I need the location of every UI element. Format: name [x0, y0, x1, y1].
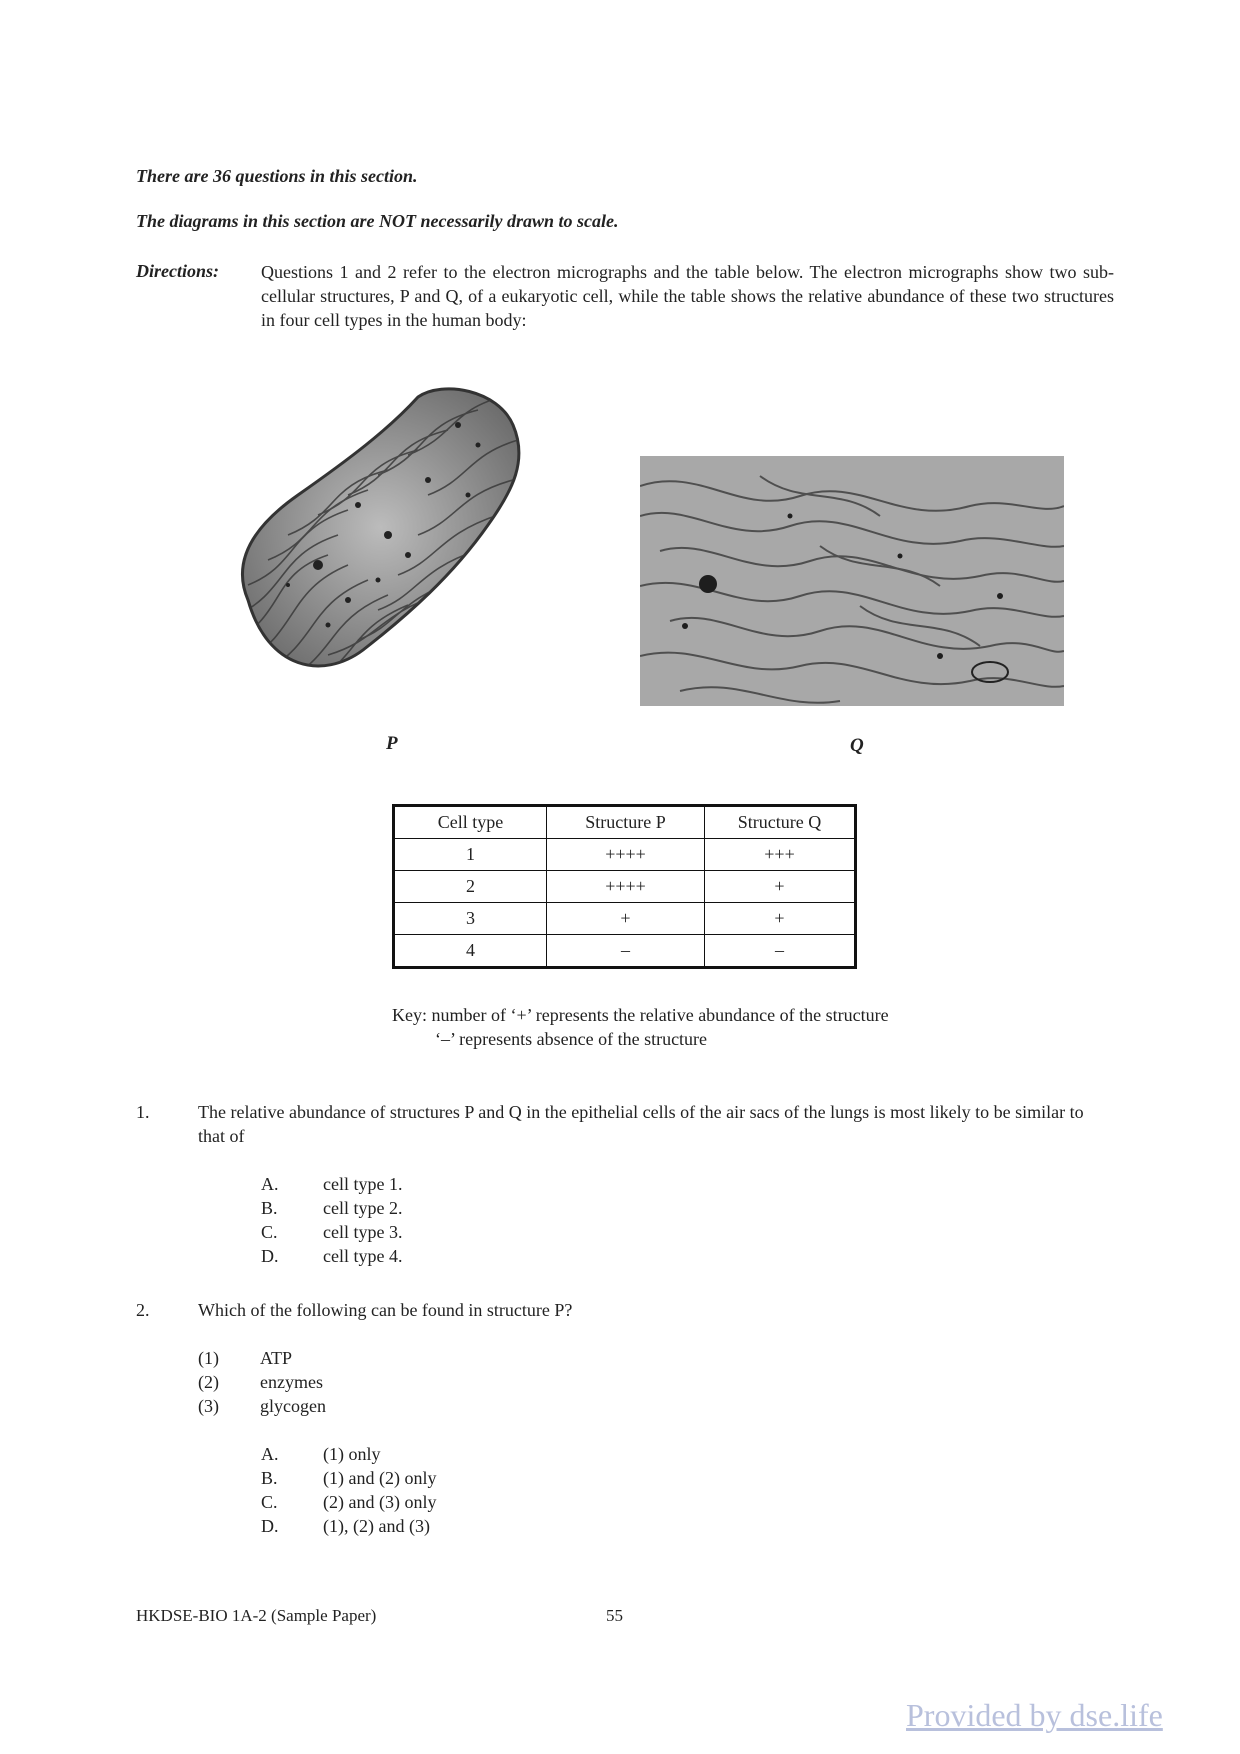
table-cell: 1: [394, 839, 547, 871]
table-cell: +++: [705, 839, 856, 871]
directions-label: Directions:: [136, 261, 219, 281]
option-text: (2) and (3) only: [323, 1492, 437, 1512]
option-text: cell type 3.: [323, 1222, 403, 1242]
table-header-row: [394, 806, 856, 839]
table-key-line-2: ‘–’ represents absence of the structure: [435, 1029, 708, 1049]
item-number: (3): [198, 1396, 219, 1416]
table-cell: ++++: [547, 839, 705, 871]
table-cell: 3: [394, 903, 547, 935]
section-intro-questions-count: There are 36 questions in this section.: [136, 166, 418, 186]
option-c[interactable]: [261, 1220, 402, 1244]
table-cell: ++++: [547, 871, 705, 903]
table-row: [394, 903, 856, 935]
table-row: [394, 871, 856, 903]
table-header-cell: Cell type: [394, 806, 547, 839]
option-letter: C.: [261, 1222, 278, 1242]
option-letter: B.: [261, 1198, 278, 1218]
option-b[interactable]: [261, 1196, 402, 1220]
footer-page-number: 55: [606, 1606, 623, 1625]
option-letter: D.: [261, 1246, 279, 1266]
table-header-cell: Structure P: [547, 806, 705, 839]
micrograph-p: [228, 385, 588, 705]
list-item: [198, 1346, 326, 1370]
item-text: glycogen: [260, 1396, 326, 1416]
item-text: enzymes: [260, 1372, 323, 1392]
table-key-line-1: Key: number of ‘+’ represents the relative abundance of the structure: [392, 1005, 889, 1025]
table-header-cell: Structure Q: [705, 806, 856, 839]
table-cell: +: [547, 903, 705, 935]
option-text: cell type 4.: [323, 1246, 403, 1266]
option-b[interactable]: [261, 1466, 436, 1490]
table-cell: +: [705, 903, 856, 935]
table-cell: 4: [394, 935, 547, 968]
option-text: (1) only: [323, 1444, 381, 1464]
option-a[interactable]: [261, 1172, 402, 1196]
option-letter: A.: [261, 1444, 279, 1464]
abundance-table: [392, 804, 857, 969]
question-2-items: [198, 1346, 326, 1418]
option-d[interactable]: [261, 1514, 436, 1538]
item-number: (2): [198, 1372, 219, 1392]
option-c[interactable]: [261, 1490, 436, 1514]
option-letter: B.: [261, 1468, 278, 1488]
question-2-options: [261, 1442, 436, 1538]
watermark-link[interactable]: Provided by dse.life: [906, 1697, 1163, 1733]
section-intro-scale-note: The diagrams in this section are NOT necessarily drawn to scale.: [136, 211, 619, 231]
table-cell: –: [705, 935, 856, 968]
micrograph-q-label: Q: [850, 735, 864, 756]
footer-paper-code: HKDSE-BIO 1A-2 (Sample Paper): [136, 1606, 377, 1625]
option-text: cell type 2.: [323, 1198, 403, 1218]
option-letter: D.: [261, 1516, 279, 1536]
directions-text: Questions 1 and 2 refer to the electron micrographs and the table below. The electron micrographs show two sub-cellular structures, P and Q, of a eukaryotic cell, while the table shows the relative abundance of these two structures in four cell types in the human body:: [261, 262, 1114, 330]
option-d[interactable]: [261, 1244, 402, 1268]
micrograph-p-label: P: [386, 733, 398, 754]
micrograph-q: [640, 456, 1064, 706]
option-text: (1) and (2) only: [323, 1468, 437, 1488]
item-text: ATP: [260, 1348, 293, 1368]
table-cell: +: [705, 871, 856, 903]
table-row: [394, 935, 856, 968]
table-row: [394, 839, 856, 871]
option-a[interactable]: [261, 1442, 436, 1466]
item-number: (1): [198, 1348, 219, 1368]
list-item: [198, 1370, 326, 1394]
question-1-options: [261, 1172, 402, 1268]
question-2-text: Which of the following can be found in structure P?: [198, 1300, 573, 1320]
option-letter: C.: [261, 1492, 278, 1512]
option-letter: A.: [261, 1174, 279, 1194]
table-cell: 2: [394, 871, 547, 903]
question-1-text: The relative abundance of structures P and Q in the epithelial cells of the air sacs of the lungs is most likely to be similar to that of: [198, 1102, 1084, 1146]
option-text: (1), (2) and (3): [323, 1516, 430, 1536]
question-2-number: 2.: [136, 1300, 150, 1320]
table-cell: –: [547, 935, 705, 968]
list-item: [198, 1394, 326, 1418]
option-text: cell type 1.: [323, 1174, 403, 1194]
question-1-number: 1.: [136, 1102, 150, 1122]
